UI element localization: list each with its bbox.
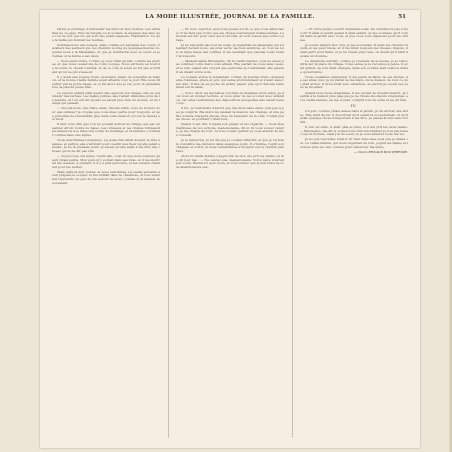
- text-column-1: [52, 28, 160, 187]
- paragraph: Je le remerciai. Je lui dis que je voulais réfléchir, et que je lui ferais connaître ma décision dans quelques jours. Il s'inclina, reprit son chapeau et sortit, et nous l'entendîmes s'éloigner sur le chemin pierreux.: [176, 138, 284, 153]
- paragraph: — Et votre jeune cousin? demanda-t-elle. Ne viendra-t-il pas vous voir? Il était si gentil quand il était enfant. Je me souviens qu'il courait dans le jardin avec vous, et que vous vous disputiez pour les cerises.: [300, 27, 408, 42]
- page-number: 51: [398, 14, 406, 20]
- paragraph: Il vint en effet. Il était pâle et ému, et il me prit les deux mains. — Bérengère, me dit-il, voulez-vous être ma femme? Je n'ai pas beaucoup de fortune, mais j'ai du cœur, et je vous aimerai toute ma vie.: [300, 125, 409, 137]
- paragraph: Il y avait une longue route, monsieur, avant de connaître la maison, et la bonne vieille femme avait attendu tout le jour. Elle nous fit entrer par la porte basse, et ce fut alors que je vis, pour la première fois, la pauvre jeune fille.: [52, 74, 160, 90]
- paragraph: Nous marchâmes longtemps. La jeune fille allait devant, la tête baissée, et parfois elle s'arrêtait pour cueillir une fleur qu'elle jetait ensuite. Je ne la pressais point; je savais qu'elle avait à me dire des choses qu'on ne dit pas vite.: [52, 138, 160, 153]
- section-number: IV.: [350, 104, 358, 109]
- paragraph: — Mademoiselle Bérengère, dit la vieille femme, vous ne savez pas combien votre mère vous aimait. Elle parlait de vous sans cesse, et le soir, quand elle croyait que personne ne l'entendait, elle pleurait en disant votre nom.: [176, 58, 284, 74]
- paragraph: La pauvre enfant pâlit quand elle aperçut son visage; elle ne put retenir des larmes. Les mains jointes, elle restait immobile près de la fenêtre, et l'on eût dit qu'elle ne savait plus rien du monde, ni du temps qui passait.: [52, 90, 160, 106]
- paragraph: Mais enfin la nuit tomba, et nous rentrâmes. La vieille servante avait préparé le souper; le feu brillait dans la cheminée, et tout semblait reprendre un peu de vie autour de nous, comme si la maison se souvenait.: [52, 169, 160, 185]
- column-rule: [168, 28, 169, 438]
- paragraph: Alors la vieille femme s'approcha de moi, me prit les mains, et me dit tout bas : — Ne vendez pas, mademoiselle. Votre mère n'aurait pas voulu. Restez ici avec nous, et vous verrez que le bon Dieu ne vous abandonnera pas.: [176, 154, 284, 169]
- paragraph: Le notaire arriva le lendemain. C'était un homme d'une cinquantaine d'années, grave et poli, qui salua profondément et s'assit sans rien dire. Il tira de sa poche un grand papier plié qu'il déroula lentement sur la table.: [176, 74, 284, 90]
- paragraph: Je souris malgré moi. Oui, je me souvenais. Il avait les cheveux blonds et les yeux bleus, et il me tirait toujours les tresses. Depuis, il était parti pour Paris, et je ne l'avais plus revu; on disait qu'il était devenu un homme.: [300, 42, 408, 58]
- paragraph: Quand nous nous séparâmes, il me promit de revenir bientôt. Je rentrai à la maison plus gaie que je ne l'avais été depuis longtemps, et la vieille femme, en me voyant, comprit tout de suite et ne dit rien.: [300, 90, 409, 102]
- text-column-2: [176, 28, 284, 171]
- column-rule: [292, 28, 293, 438]
- paragraph: — Et vous, reprit-il, avez-vous pensé à tout ce que vous alliez faire? Il ne faut pas croire que les choses s'arrangent d'elles-mêmes. Le monde est dur pour ceux qui n'ont rien, et vous n'avez que votre courage.: [176, 27, 285, 42]
- paragraph: Sommes-nous une longue, mais comme un agréable des cours, Cavaliers des sentiers qui, les chemins le long de quelques heures où, quand nous a la Madeleine, et que je m'enterrai avec le cœur, et je l'aimai, si la ferme a ses deux.: [52, 42, 160, 58]
- newspaper-page: [40, 10, 420, 448]
- paragraph: Le dimanche suivant, comme je revenais de la messe, je le rencontrai sur la place du village. Il me salua, je le reconnus à peine. Il avait grandi, sa voix était changée, mais son sourire était resté le même qu'autrefois.: [300, 58, 408, 74]
- paragraph: — Voyons-nous, ma chère amie, dit-elle enfin, vous ne m'avez donc pas oubliée? Je croyais que vous étiez partie pour toujours, et que personne ne reviendrait plus dans cette maison où tout le monde est mort.: [52, 106, 160, 122]
- paragraph: Nous causâmes longtemps. Il me parla de Paris, de ses études, de ses amis; moi, je lui parlai de ma mère, de la maison, de tout ce qui était arrivé. Il m'écoutait avec attention, et parfois je voyais ses yeux se mouiller.: [300, 74, 408, 90]
- paragraph: — Voici, dit-il, les dernières volontés de madame votre mère. Je dois vous en donner lecture, et vous prier de les écouter avec attention, car elles renferment des dispositions auxquelles elle tenait beaucoup.: [176, 90, 284, 106]
- paragraph: ration le privilége d'entretenir les murs et mes rustres. Les entrailles de ce pays. Plus de l'argile, tu le voulais, la dépasse des plus que l'on ne voit que lui qui sont des petits lesquels, l'habitation. Ce que la taille qui donnait les feuilles.: [52, 27, 160, 42]
- author-signature: — Claire RENAUD BOUVERESSE.: [353, 150, 408, 155]
- masthead-title: LA MODE ILLUSTRÉE, JOURNAL DE LA FAMILLE.: [145, 14, 315, 20]
- paragraph: Il lut. Je n'entendis d'abord que des mots sans suite; puis peu à peu je compris. Ma mère me laissait la maison, les champs, et une petite somme d'argent placée chez un banquier de la ville. C'était peu de chose, et pourtant c'était tout.: [176, 106, 284, 122]
- paragraph: Je ne pus répondre; mais il vit bien dans mes yeux que je disais oui. La vieille femme, qui nous regardait de loin, joignit les mains et leva les yeux au ciel, comme pour remercier ma mère.: [300, 137, 408, 149]
- page-header: [40, 14, 420, 24]
- paragraph: Quand il eut fini, il replia son papier et me regarda. — Vous êtes maîtresse de vos actions, mademoiselle, dit-il. Si vous voulez vendre, je me charge de tout. Si vous voulez garder, je vous aiderai de mes conseils.: [176, 122, 284, 138]
- paragraph: — Voyez-vous, ma mère, reprit-elle, c'est ici que nous venions quand j'étais petite. Mon père m'y portait dans ses bras, et il me montrait les oiseaux. À présent, il n'y a plus personne, et les oiseaux chantent pour les autres.: [52, 154, 160, 169]
- paragraph: Un jour, comme j'étais assise dans le jardin, je vis arriver une lettre. Elle était de lui. Il m'écrivait qu'il serait là le lendemain, et qu'il avait quelque chose d'important à me dire. Je passai la nuit sans dormir.: [300, 109, 408, 125]
- text-column-3: [300, 28, 408, 155]
- paragraph: — Vous serez riche, l'ordre, je vous dirai qu'elle, comme les pierres, et que nous causerons de votre voyage. Nous arrivons au bout de la route; le cheval s'arrêta, et de ce côté le soleil ne fut pas si brûlant qu'on ne pût s'asseoir.: [52, 58, 160, 74]
- paragraph: Il faut vous dire que l'on ne pouvait arriver au village que par un sentier étroit, bordé de haies. Les ormeaux et les chênes formaient au-dessus de nos têtes une voûte de feuillage, et la lumière y tombait comme dans une église.: [52, 122, 160, 138]
- paragraph: Je ne répondis pas tout de suite. Je regardais la campagne qui s'étendait devant nous, les prés verts, les bois sombres, et, tout au loin, la ligne bleue des collines. Il me semblait que j'aurais voulu rester là toujours.: [176, 42, 284, 58]
